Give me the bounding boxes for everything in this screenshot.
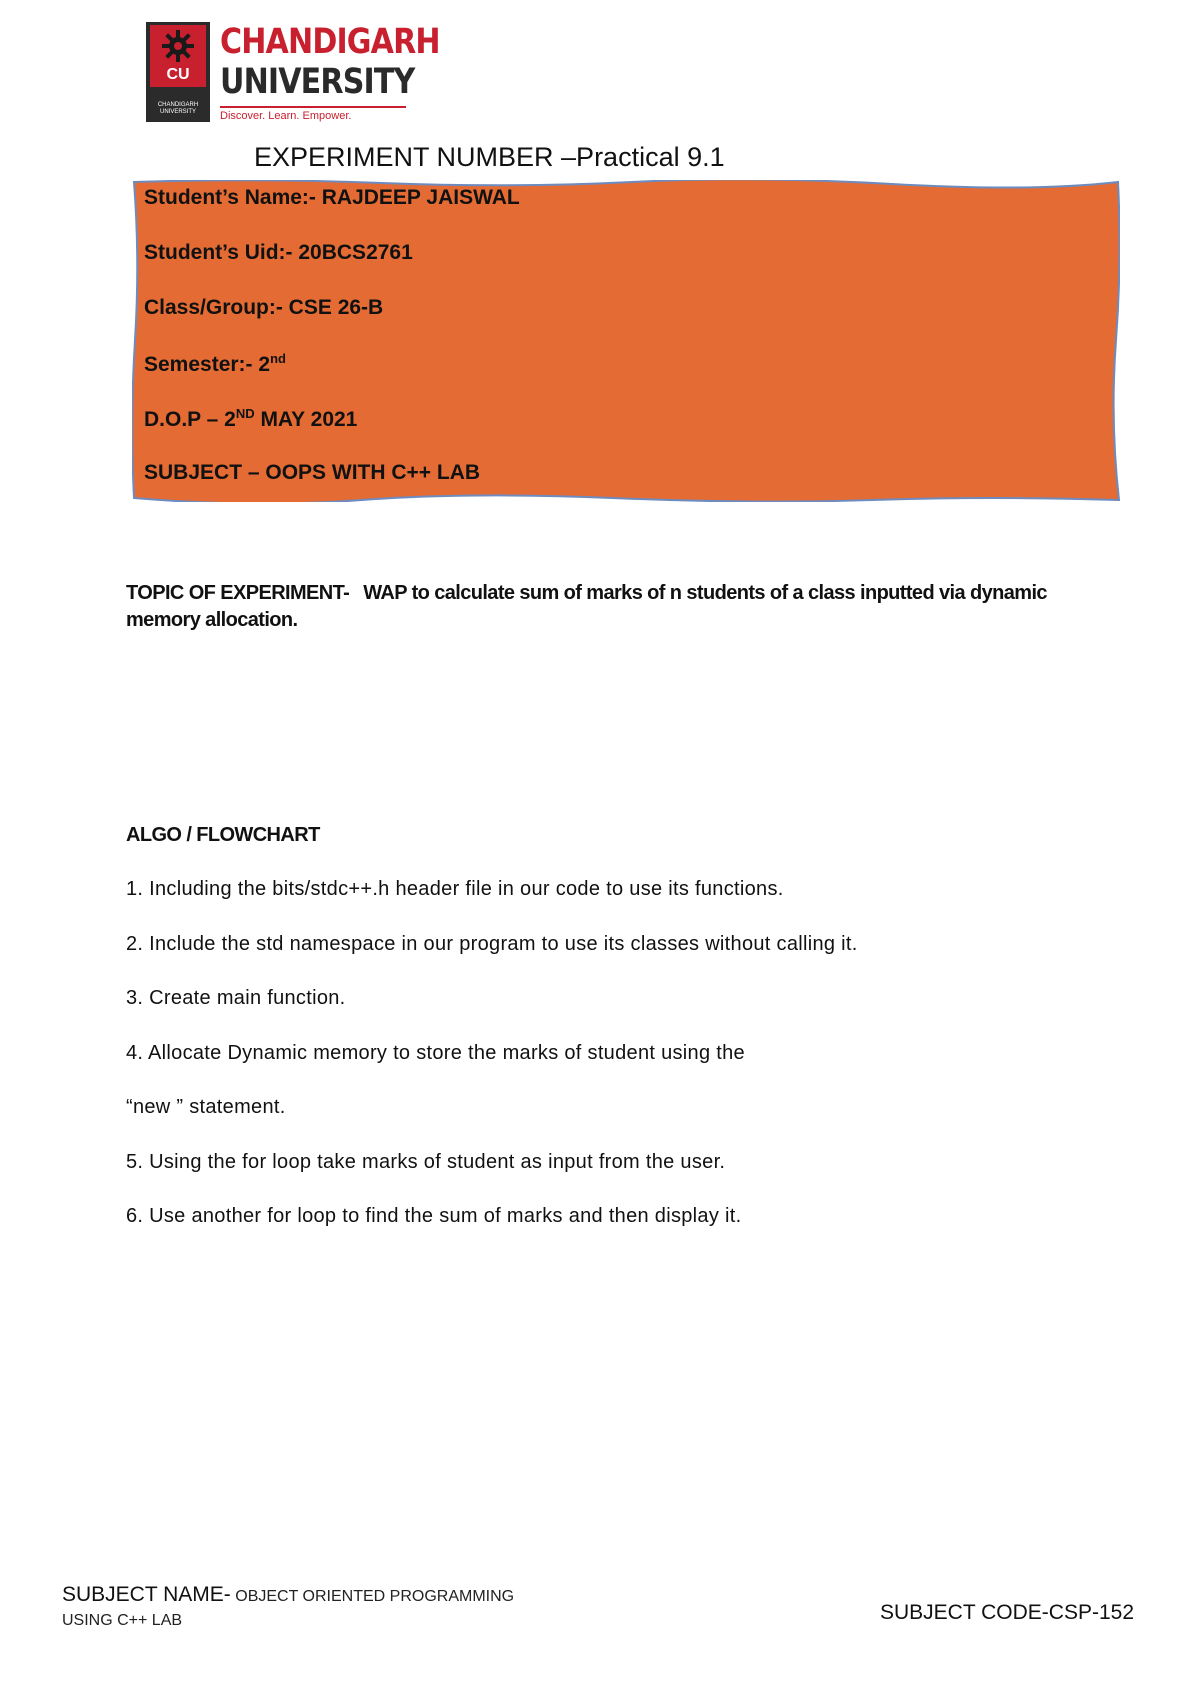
- logo-rule: [220, 106, 406, 108]
- info-box-background: [132, 180, 1120, 502]
- class-group: Class/Group:- CSE 26-B: [144, 296, 384, 319]
- subject-name-value: OBJECT ORIENTED PROGRAMMING: [230, 1588, 515, 1605]
- logo-badge-text: CU: [166, 66, 190, 83]
- university-logo: [146, 22, 440, 126]
- algo-step: 4. Allocate Dynamic memory to store the marks of student using the: [126, 1042, 745, 1064]
- student-name: Student’s Name:- RAJDEEP JAISWAL: [144, 186, 520, 209]
- algo-step: 1. Including the bits/stdc++.h header file in our code to use its functions.: [126, 878, 784, 900]
- gear-icon: [160, 28, 196, 64]
- logo-name-line1: CHANDIGARH: [220, 22, 440, 62]
- date-of-performance: [144, 406, 357, 432]
- algo-step: 3. Create main function.: [126, 987, 346, 1009]
- semester-text: Semester:- 2: [144, 353, 271, 376]
- footer-subject-name: [62, 1583, 514, 1633]
- experiment-title: EXPERIMENT NUMBER –Practical 9.1: [254, 142, 725, 172]
- algo-step: 2. Include the std namespace in our program to use its classes without calling it.: [126, 933, 858, 955]
- algo-step: 5. Using the for loop take marks of student as input from the user.: [126, 1151, 726, 1173]
- dop-prefix: D.O.P – 2: [144, 408, 236, 431]
- algo-step: “new ” statement.: [126, 1096, 286, 1118]
- logo-badge: [146, 22, 210, 122]
- student-info-box: [132, 180, 1120, 502]
- dop-superscript: ND: [235, 406, 255, 421]
- logo-name-line2: UNIVERSITY: [220, 62, 415, 102]
- subject-name-label: SUBJECT NAME-: [62, 1583, 231, 1606]
- student-uid: Student’s Uid:- 20BCS2761: [144, 241, 413, 264]
- semester-superscript: nd: [270, 351, 286, 366]
- subject-name-value-line2: USING C++ LAB: [62, 1612, 183, 1629]
- topic-text: WAP to calculate sum of marks of n students of a class inputted via dynamic memory allocation.: [126, 582, 1047, 631]
- topic-label: TOPIC OF EXPERIMENT-: [126, 582, 350, 604]
- dop-suffix: MAY 2021: [254, 408, 358, 431]
- logo-tagline: Discover. Learn. Empower.: [220, 110, 352, 122]
- logo-badge-small-text: CHANDIGARH UNIVERSITY: [157, 102, 199, 115]
- algo-step: 6. Use another for loop to find the sum of marks and then display it.: [126, 1205, 742, 1227]
- topic-of-experiment: [126, 580, 1106, 634]
- footer-subject-code: SUBJECT CODE-CSP-152: [880, 1601, 1135, 1624]
- semester: [144, 351, 286, 377]
- subject: SUBJECT – OOPS WITH C++ LAB: [144, 461, 481, 484]
- algo-heading: ALGO / FLOWCHART: [126, 824, 320, 846]
